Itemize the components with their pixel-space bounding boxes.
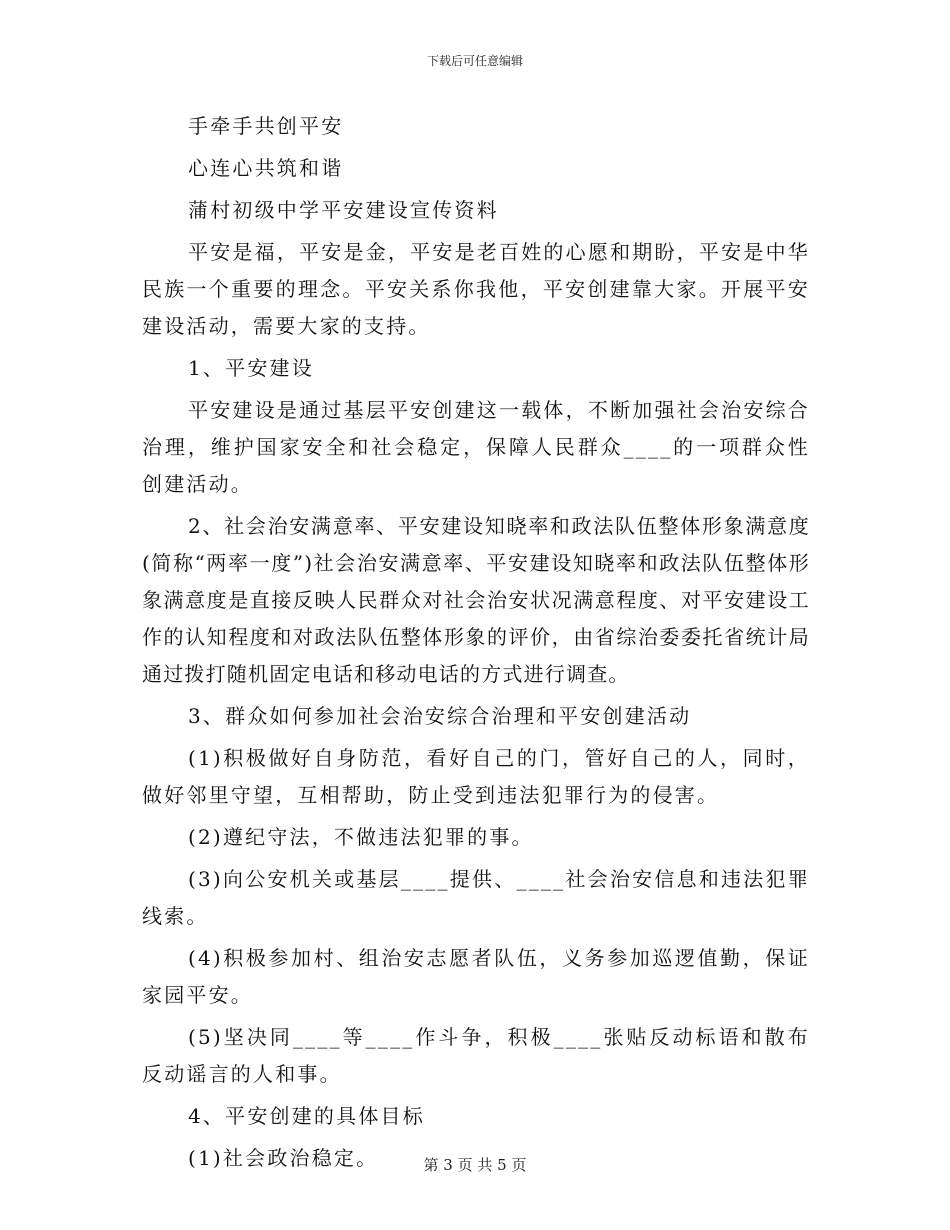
intro-paragraph: 平安是福，平安是金，平安是老百姓的心愿和期盼，平安是中华民族一个重要的理念。平安关系你我他，平安创建靠大家。开展平安建设活动，需要大家的支持。 [142,240,810,338]
heading-line-1: 手牵手共创平安 [188,114,344,138]
document-body [142,108,810,1182]
list-item-3: (3)向公安机关或基层____提供、____社会治安信息和违法犯罪线索。 [142,867,810,928]
section-1-paragraph: 平安建设是通过基层平安创建这一载体，不断加强社会治安综合治理，维护国家安全和社会稳定，保障人民群众____的一项群众性创建活动。 [142,398,810,496]
heading-line-2: 心连心共筑和谐 [188,156,344,180]
section-2-paragraph: 2、社会治安满意率、平安建设知晓率和政法队伍整体形象满意度(简称“两率一度”)社会治安满意率、平安建设知晓率和政法队伍整体形象满意度是直接反映人民群众对社会治安状况满意程度、对平安建设工作的认知程度和对政法队伍整体形象的评价，由省综治委委托省统计局通过拨打随机固定电话和移动电话的方式进行调查。 [142,514,810,686]
section-3-heading: 3、群众如何参加社会治安综合治理和平安创建活动 [188,704,692,728]
page-header: 下载后可任意编辑 [426,54,523,68]
target-item-1: (1)社会政治稳定。 [188,1146,379,1170]
list-item-5: (5)坚决同____等____作斗争，积极____张贴反动标语和散布反动谣言的人和事。 [142,1025,810,1086]
page-number: 第 3 页 共 5 页 [423,1156,527,1174]
list-item-4: (4)积极参加村、组治安志愿者队伍，义务参加巡逻值勤，保证家园平安。 [142,946,810,1007]
section-4-heading: 4、平安创建的具体目标 [188,1104,425,1128]
section-1-heading: 1、平安建设 [188,356,314,380]
list-item-2: (2)遵纪守法，不做违法犯罪的事。 [188,825,534,849]
document-title: 蒲村初级中学平安建设宣传资料 [188,198,499,222]
list-item-1: (1)积极做好自身防范，看好自己的门，管好自己的人，同时，做好邻里守望，互相帮助，防止受到违法犯罪行为的侵害。 [142,746,810,807]
